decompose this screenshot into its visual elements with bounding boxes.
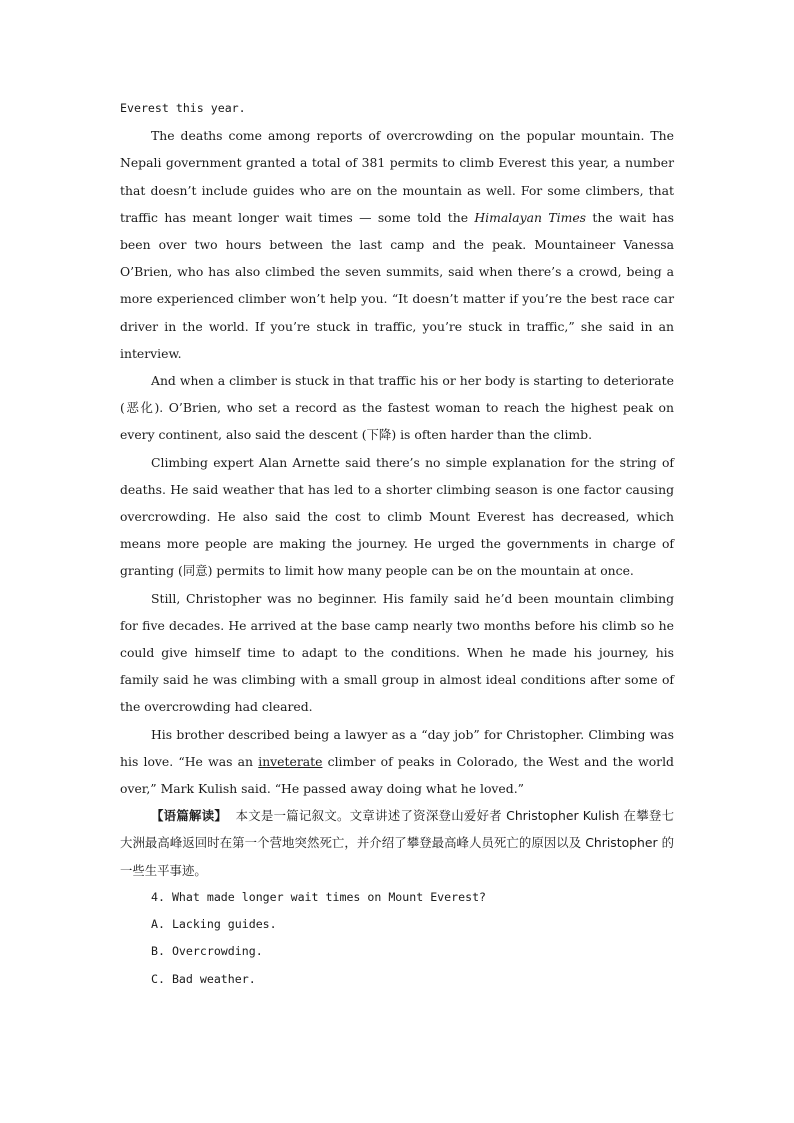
paragraph-3: Climbing expert Alan Arnette said there’s no simple explanation for the string of deaths. He said weather that has led to a shorter climbing season is one factor causing overcrowding. He also said the cost to climb Mount Everest has decreased, which means more people are making the journey. He urged the governments in charge of granting (同意) permits to limit how many people can be on the mountain at once. (120, 454, 674, 579)
analysis-label: 【语篇解读】 (151, 808, 228, 824)
article-body (120, 95, 674, 993)
paragraph-1-start: The deaths come among reports of overcrowding on the popular mountain. The Nepali government granted a total of 381 permits to climb Everest this year, a number that doesn’t include guides who are on the mountain as well. For some climbers, that traffic has meant longer wait times — some told the (120, 128, 674, 225)
analysis-paragraph (120, 802, 674, 884)
paragraph-5 (120, 721, 674, 803)
paragraph-5-end: climber of peaks in Colorado, the West and the world over,” Mark Kulish said. “He passed away doing what he loved.” (120, 753, 674, 797)
analysis-text: 本文是一篇记叙文。文章讲述了资深登山爱好者 Christopher Kulish 在攀登七大洲最高峰返回时在第一个营地突然死亡，并介绍了攀登最高峰人员死亡的原因以及 Christopher 的一些生平事迹。 (120, 808, 674, 878)
paragraph-0: Everest this year. (120, 101, 246, 115)
underlined-word: inveterate (258, 753, 323, 769)
paragraph-1-end: the wait has been over two hours between the last camp and the peak. Mountaineer Vanessa O’Brien, who has also climbed the seven summits, said when there’s a crowd, being a more experienced climber won’t help you. “It doesn’t matter if you’re the best race car driver in the world. If you’re stuck in traffic, you’re stuck in traffic,” she said in an interview. (120, 209, 674, 361)
option-a: A. Lacking guides. (151, 917, 277, 932)
paragraph-1 (120, 122, 674, 367)
paragraph-4: Still, Christopher was no beginner. His family said he’d been mountain climbing for five decades. He arrived at the base camp nearly two months before his climb so he could give himself time to adapt to the conditions. When he made his journey, his family said he was climbing with a small group in almost ideal conditions after some of the overcrowding had cleared. (120, 590, 674, 715)
paragraph-5-start: His brother described being a lawyer as a “day job” for Christopher. Climbing was his love. “He was an (120, 726, 674, 769)
question-stem: 4. What made longer wait times on Mount Everest? (151, 889, 487, 904)
option-b: B. Overcrowding. (151, 944, 263, 959)
paragraph-1-italic: Himalayan Times (474, 209, 587, 225)
paragraph-2: And when a climber is stuck in that traffic his or her body is starting to deteriorate (恶化). O’Brien, who set a record as the fastest woman to reach the highest peak on every continent, also said the descent (下降) is often harder than the climb. (120, 373, 674, 443)
option-c: C. Bad weather. (151, 971, 256, 986)
